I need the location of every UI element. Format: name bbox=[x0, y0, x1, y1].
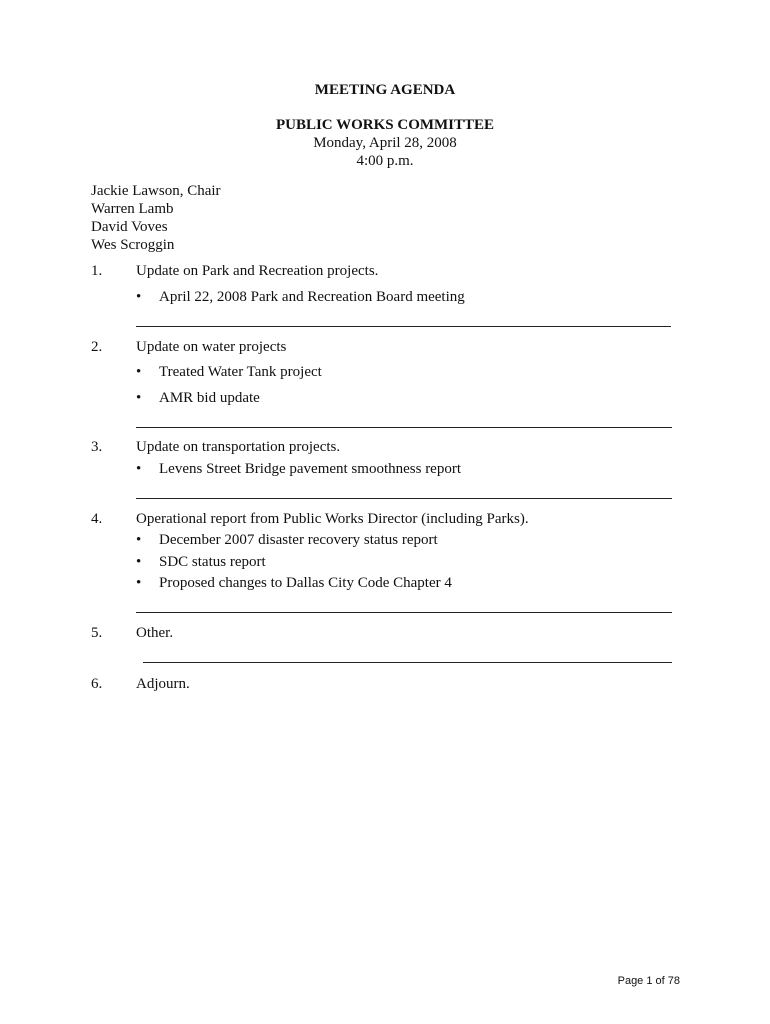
bullet-icon: • bbox=[136, 364, 142, 380]
page-title: MEETING AGENDA bbox=[314, 82, 456, 98]
bullet-icon: • bbox=[136, 575, 142, 591]
sub-item: Proposed changes to Dallas City Code Chapter 4 bbox=[159, 575, 452, 591]
sub-item: April 22, 2008 Park and Recreation Board meeting bbox=[159, 289, 465, 305]
sub-item: Treated Water Tank project bbox=[159, 364, 322, 380]
bullet-icon: • bbox=[136, 532, 142, 548]
item-title: Operational report from Public Works Director (including Parks). bbox=[136, 511, 529, 527]
meeting-date: Monday, April 28, 2008 bbox=[313, 135, 457, 151]
committee-name: PUBLIC WORKS COMMITTEE bbox=[275, 117, 495, 133]
item-title: Update on transportation projects. bbox=[136, 439, 341, 455]
sub-item: Levens Street Bridge pavement smoothness report bbox=[159, 461, 462, 477]
bullet-icon: • bbox=[136, 461, 142, 477]
item-number: 4. bbox=[91, 511, 103, 527]
meeting-time: 4:00 p.m. bbox=[356, 153, 414, 169]
sub-item: SDC status report bbox=[159, 554, 266, 570]
member: Warren Lamb bbox=[91, 201, 174, 217]
page-number: Page 1 of 78 bbox=[617, 975, 680, 987]
sub-item: AMR bid update bbox=[159, 390, 260, 406]
item-title: Update on water projects bbox=[136, 339, 287, 355]
item-number: 5. bbox=[91, 625, 103, 641]
item-title: Adjourn. bbox=[136, 676, 190, 692]
member-chair: Jackie Lawson, Chair bbox=[91, 183, 221, 199]
item-number: 2. bbox=[91, 339, 103, 355]
bullet-icon: • bbox=[136, 554, 142, 570]
divider bbox=[136, 498, 672, 499]
item-title: Other. bbox=[136, 625, 174, 641]
member: Wes Scroggin bbox=[91, 237, 175, 253]
divider bbox=[136, 612, 672, 613]
item-number: 3. bbox=[91, 439, 103, 455]
item-number: 1. bbox=[91, 263, 103, 279]
bullet-icon: • bbox=[136, 289, 142, 305]
divider bbox=[136, 427, 672, 428]
item-number: 6. bbox=[91, 676, 103, 692]
divider bbox=[143, 662, 672, 663]
bullet-icon: • bbox=[136, 390, 142, 406]
member: David Voves bbox=[91, 219, 168, 235]
divider bbox=[136, 326, 671, 327]
item-title: Update on Park and Recreation projects. bbox=[136, 263, 379, 279]
sub-item: December 2007 disaster recovery status report bbox=[159, 532, 438, 548]
